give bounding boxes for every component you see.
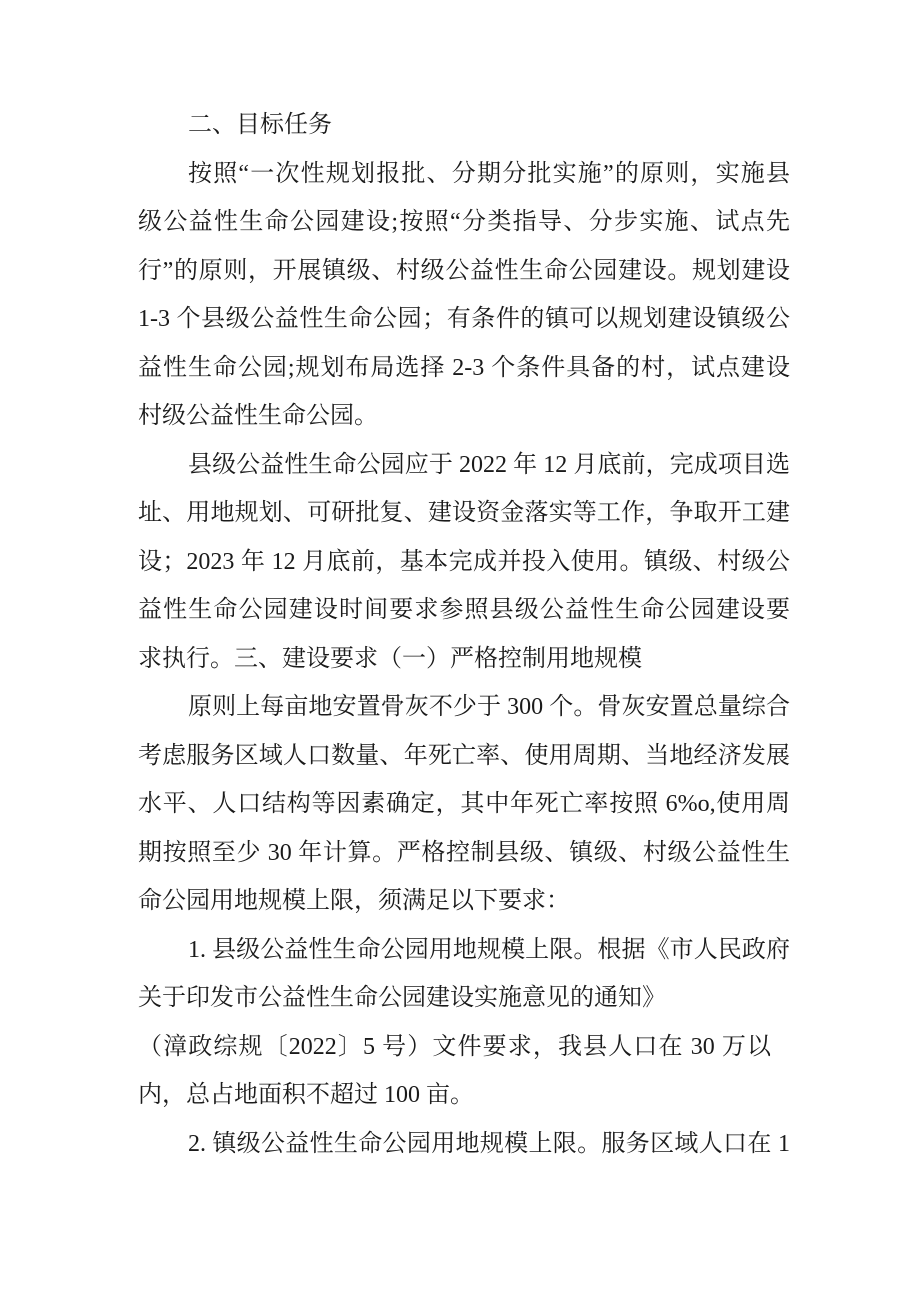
paragraph-line: 1. 县级公益性生命公园用地规模上限。根据《市人民政府 (188, 936, 790, 963)
paragraph-line: 益性生命公园;规划布局选择 2-3 个条件具备的村，试点建设 (138, 354, 790, 381)
paragraph-line: 按照“一次性规划报批、分期分批实施”的原则，实施县 (188, 160, 790, 187)
paragraph-line: 求执行。三、建设要求（一）严格控制用地规模 (138, 645, 642, 672)
paragraph-line: 期按照至少 30 年计算。严格控制县级、镇级、村级公益性生 (138, 839, 790, 866)
section-heading: 二、目标任务 (188, 112, 332, 138)
paragraph-line: 1-3 个县级公益性生命公园；有条件的镇可以规划建设镇级公 (138, 306, 790, 332)
paragraph (138, 441, 790, 684)
paragraph-line: 村级公益性生命公园。 (138, 403, 378, 429)
paragraph-line: （漳政综规〔2022〕5 号）文件要求，我县人口在 30 万以 (138, 1033, 771, 1060)
paragraph-line: 址、用地规划、可研批复、建设资金落实等工作，争取开工建 (138, 500, 790, 526)
paragraph-line: 级公益性生命公园建设;按照“分类指导、分步实施、试点先 (138, 209, 790, 235)
document-body (138, 101, 790, 1168)
paragraph-line: 关于印发市公益性生命公园建设实施意见的通知》 (138, 985, 666, 1011)
paragraph (138, 683, 790, 926)
paragraph-line: 水平、人口结构等因素确定，其中年死亡率按照 6%o,使用周 (138, 791, 790, 817)
paragraph-line: 2. 镇级公益性生命公园用地规模上限。服务区域人口在 1 (188, 1130, 790, 1157)
paragraph-line: 原则上每亩地安置骨灰不少于 300 个。骨灰安置总量综合 (188, 694, 790, 720)
paragraph-line: 县级公益性生命公园应于 2022 年 12 月底前，完成项目选 (188, 451, 790, 478)
paragraph-line: 考虑服务区域人口数量、年死亡率、使用周期、当地经济发展 (138, 742, 790, 769)
paragraph-line: 行”的原则，开展镇级、村级公益性生命公园建设。规划建设 (138, 257, 790, 284)
paragraph-line: 益性生命公园建设时间要求参照县级公益性生命公园建设要 (138, 597, 790, 623)
paragraph (138, 150, 790, 441)
paragraph-line: 命公园用地规模上限，须满足以下要求： (138, 888, 570, 914)
paragraph (138, 1120, 790, 1169)
paragraph (138, 926, 790, 1120)
paragraph-line: 内，总占地面积不超过 100 亩。 (138, 1082, 474, 1108)
paragraph-line: 设；2023 年 12 月底前，基本完成并投入使用。镇级、村级公 (138, 548, 790, 575)
